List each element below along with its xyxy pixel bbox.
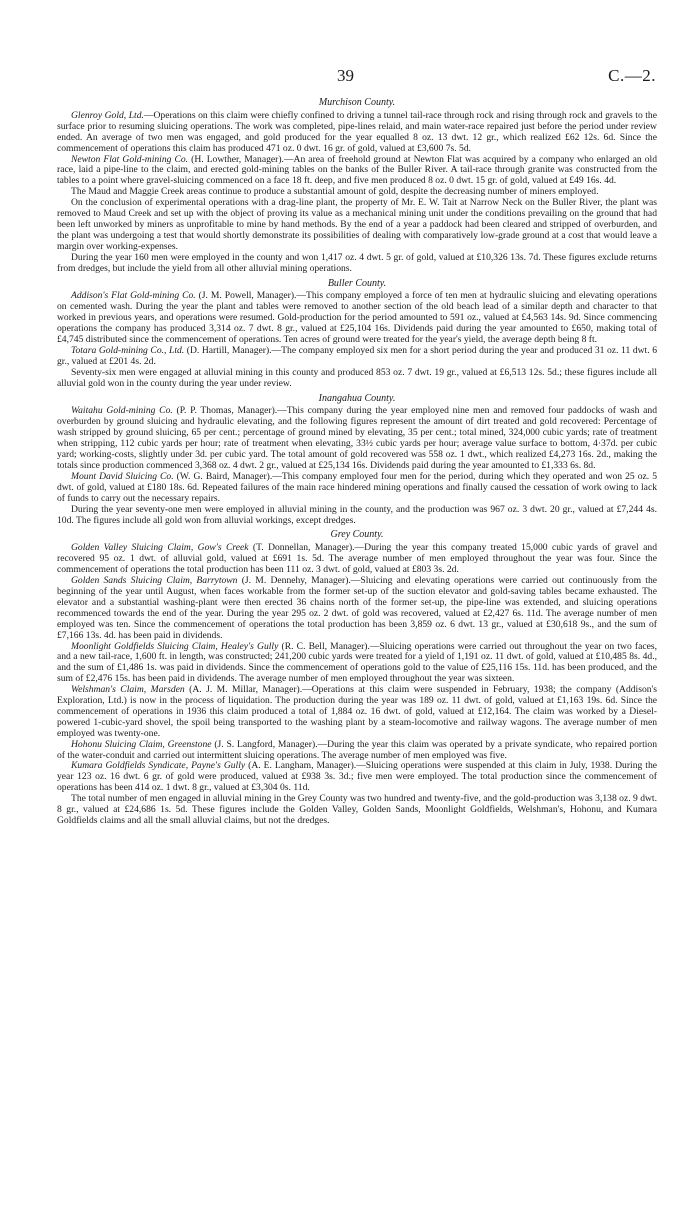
paragraph-text: The total number of men engaged in alluvial mining in the Grey County was two hundred and twenty-five, and the gold-production was 3,138 oz. 9 dwt. 8 gr., valued at £24,686 1s. 5d. These figures include the Golden Valley, Golden Sands, Moonlight Goldfields, Welshman's, Hohonu, and Kumara Goldfields claims and all the small alluvial claims, but not the dredges. <box>57 793 657 826</box>
paragraph-lead: Mount David Sluicing Co. <box>71 470 174 482</box>
paragraph <box>57 794 657 827</box>
paragraph-text: (H. Lowther, Manager).—An area of freehold ground at Newton Flat was acquired by a company who enlarged an old race, laid a pipe-line to the claim, and erected gold-mining tables on the banks of the Buller River. A tail-race through granite was constructed from the tables to a point where gravel-sluicing commenced on a face 18 ft. deep, and five men produced 8 oz. 0 dwt. 15 gr. of gold, valued at £49 16s. 4d. <box>57 153 658 187</box>
paragraph <box>57 685 657 740</box>
paragraph <box>57 576 657 641</box>
paragraph <box>57 406 657 471</box>
paragraph-text: (J. M. Dennehy, Manager).—Sluicing and elevating operations were carried out continuously from the beginning of the year until August, when faces workable from the former set-up of the suction elevator and gold-saving tables became exhausted. The elevator and a substantial washing-plant were then erected 36 chains north of the former set-up, the pipe-line was extended, and sluicing operations recommenced towards the end of the year. During the year 295 oz. 2 dwt. of gold was recovered, valued at £2,427 6s. 11d. The average number of men employed was ten. Since the commencement of operations the total production has been 3,859 oz. 6 dwt. 13 gr., valued at £30,618 9s., and the sum of £7,166 13s. 4d. has been paid in dividends. <box>57 575 658 641</box>
paragraph-text: Seventy-six men were engaged at alluvial mining in this county and produced 853 oz. 7 dwt. 19 gr., valued at £6,513 12s. 5d.; these figures include all alluvial gold won in the county during the year under review. <box>57 366 657 389</box>
paragraph-text: (W. G. Baird, Manager).—This company employed four men for the period, during which they operated and won 25 oz. 5 dwt. of gold, valued at £180 18s. 6d. Repeated failures of the main race hindered mining operations and finally caused the cessation of work owing to lack of funds to carry out the necessary repairs. <box>57 470 657 504</box>
paragraph <box>57 740 657 762</box>
paragraph <box>57 642 657 686</box>
paragraph-lead: Golden Valley Sluicing Claim, Gow's Creek <box>71 542 249 554</box>
paragraph <box>57 346 657 368</box>
paragraph-lead: Totara Gold-mining Co., Ltd. <box>71 344 185 356</box>
paragraph-text: During the year 160 men were employed in the county and won 1,417 oz. 4 dwt. 5 gr. of gold, valued at £10,326 13s. 7d. These figures exclude returns from dredges, but include the yield from all other alluvial mining operations. <box>57 251 657 274</box>
paragraph-text: (J. M. Powell, Manager).—This company employed a force of ten men at hydraulic sluicing and elevating operations on cemented wash. During the year the plant and tables were removed to another section of the old beach lead of a similar depth and character to that worked in previous years, and operations were resumed. Gold-production for the period amounted to 591 oz., valued at £4,563 14s. 9d. Since commencing operations the company has produced 3,314 oz. 7 dwt. 8 gr., valued at £25,104 16s. Dividends paid during the year amounted to £650, making total of £4,745 distributed since the commencement of operations. Ten acres of ground were treated for the year's yield, the average depth being 8 ft. <box>57 290 657 346</box>
section-heading: Inangahua County. <box>318 392 396 404</box>
paragraph-lead: Hohonu Sluicing Claim, Greenstone <box>71 738 212 750</box>
paragraph-lead: Kumara Goldfields Syndicate, Payne's Gully <box>71 760 246 772</box>
paragraph-lead: Glenroy Gold, Ltd. <box>71 109 144 121</box>
page-body <box>57 98 657 827</box>
paragraph-text: (D. Hartill, Manager).—The company employed six men for a short period during the year and produced 31 oz. 11 dwt. 6 gr., valued at £201 4s. 2d. <box>57 344 657 367</box>
paragraph-text: (P. P. Thomas, Manager).—This company during the year employed nine men and removed four paddocks of wash and overburden by ground sluicing and hydraulic elevating, and the following figures represent the amount of dirt treated and gold recovered: Percentage of wash stripped by ground sluicing, 65 per cent.; percentage of ground mined by elevating, 35 per cent.; total mined, 324,000 cubic yards; rate of treatment when stripping, 112 cubic yards per hour; rate of treatment when elevating, 33½ cubic yards per hour; average value surface to bottom, 4·37d. per cubic yard; working-costs, slightly under 3d. per cubic yard. The total amount of gold recovered was 558 oz. 1 dwt., which realized £4,273 16s. 2d., making the totals since production commenced 3,368 oz. 4 dwt. 2 gr., valued at £25,134 16s. Dividends paid during the year amounted to £1,333 6s. 8d. <box>57 405 657 471</box>
paragraph-lead: Addison's Flat Gold-mining Co. <box>71 290 196 302</box>
paragraph <box>57 472 657 505</box>
paragraph-text: (A. E. Langham, Manager).—Sluicing operations were suspended at this claim in July, 1938. During the year 123 oz. 16 dwt. 6 gr. of gold were produced, valued at £938 3s. 3d.; five men were employed. The total production since the commencement of operations has been 414 oz. 1 dwt. 8 gr., valued at £3,304 0s. 11d. <box>57 760 657 794</box>
paragraph-text: During the year seventy-one men were employed in alluvial mining in the county, and the production was 967 oz. 3 dwt. 20 gr., valued at £7,244 4s. 10d. The figures include all gold won from alluvial workings, except dredges. <box>57 503 657 526</box>
paragraph <box>57 761 657 794</box>
paragraph-lead: Golden Sands Sluicing Claim, Barrytown <box>71 575 238 587</box>
paragraph <box>57 368 657 390</box>
page-header <box>0 66 700 88</box>
paragraph-text: The Maud and Maggie Creek areas continue to produce a substantial amount of gold, despite the decreasing number of miners employed. <box>71 186 599 198</box>
paragraph-text: (R. C. Bell, Manager).—Sluicing operations were carried out throughout the year on two faces, and a new tail-race, 1,600 ft. in length, was constructed; 241,200 cubic yards were treated for a yield of 1,191 oz. 11 dwt. of gold, valued at £10,485 8s. 4d., and the sum of £1,486 1s. was paid in dividends. Since the commencement of operations gold to the value of £25,116 15s. 11d. has been produced, and the sum of £2,476 15s. has been paid in dividends. The average number of men employed throughout the year was sixteen. <box>57 640 658 685</box>
paragraph-text: (J. S. Langford, Manager).—During the year this claim was operated by a private syndicate, who repaired portion of the water-conduit and carried out intermittent sluicing operations. The average number of men employed was five. <box>57 738 657 761</box>
paragraph-text: —Operations on this claim were chiefly confined to driving a tunnel tail-race through rock and rising through rock and gravels to the surface prior to resuming sluicing operations. The work was completed, pipe-lines relaid, and main water-race repaired just before the period under review ended. An average of two men was engaged, and gold produced for the year equalled 8 oz. 13 dwt. 12 gr., which realized £62 12s. 6d. Since the commencement of operations this claim has produced 471 oz. 0 dwt. 16 gr. of gold, valued at £3,600 7s. 5d. <box>57 109 657 154</box>
paragraph-lead: Welshman's Claim, Marsden <box>71 684 185 696</box>
paragraph-lead: Waitahu Gold-mining Co. <box>71 405 173 417</box>
paragraph-text: (A. J. M. Millar, Manager).—Operations at this claim were suspended in February, 1938; the company (Addison's Exploration, Ltd.) is now in the process of liquidation. The production during the year was 189 oz. 11 dwt. of gold, valued at £1,163 19s. 6d. Since the commencement of operations in 1936 this claim produced a total of 1,884 oz. 16 dwt. of gold, valued at £12,164. The claim was worked by a Diesel-powered 1-cubic-yard shovel, the spoil being transported to the washing plant by a steam-locomotive and railway wagons. The average number of men employed was twenty-one. <box>57 684 657 739</box>
paragraph <box>57 198 657 253</box>
paragraph-lead: Newton Flat Gold-mining Co. <box>71 153 189 165</box>
paragraph-text: On the conclusion of experimental operations with a drag-line plant, the property of Mr. E. W. Tait at Narrow Neck on the Buller River, the plant was removed to Maud Creek and set up with the object of proving its value as a mechanical mining unit under the conditions prevailing on the ground that had been left unworked by miners as unprofitable to mine by hand methods. By the end of a year a paddock had been cleared and stripped of overburden, and the plant was undergoing a test that would shortly demonstrate its possibilities of dealing with comparatively low-grade ground at a cost that would leave a margin over working-expenses. <box>57 197 657 252</box>
paragraph <box>57 543 657 576</box>
section-heading: Buller County. <box>327 277 387 289</box>
section-heading: Murchison County. <box>318 97 396 108</box>
section-heading: Grey County. <box>330 529 384 541</box>
paragraph <box>57 111 657 155</box>
document-reference: C.—2. <box>608 66 656 85</box>
paragraph <box>57 291 657 346</box>
paragraph-lead: Moonlight Goldfields Sluicing Claim, Healey's Gully <box>71 640 279 652</box>
paragraph <box>57 505 657 527</box>
paragraph <box>57 253 657 275</box>
page-number: 39 <box>337 66 354 85</box>
paragraph-text: (T. Donnellan, Manager).—During the year this company treated 15,000 cubic yards of gravel and recovered 95 oz. 1 dwt. of alluvial gold, valued at £691 1s. 5d. The average number of men employed throughout the year was four. Since the commencement of operations the total production has been 111 oz. 3 dwt. of gold, valued at £803 3s. 2d. <box>57 542 657 576</box>
paragraph <box>57 155 657 188</box>
